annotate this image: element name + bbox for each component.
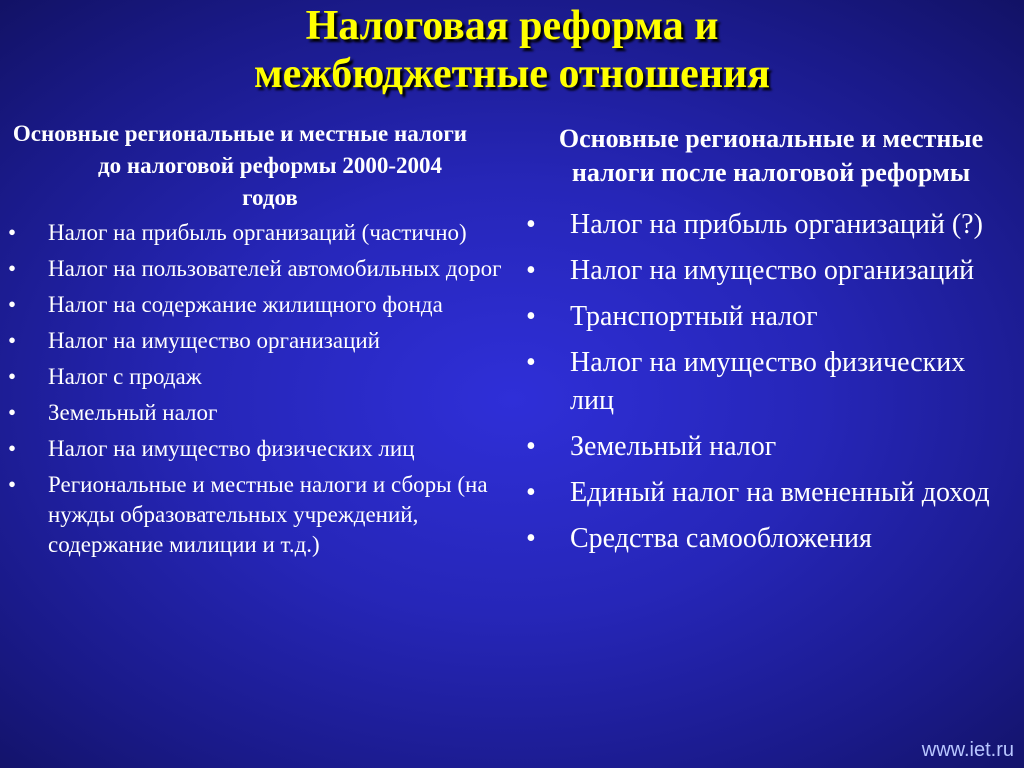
bullet-icon: • <box>526 301 536 332</box>
list-item <box>8 218 508 248</box>
list-item-text: Средства самообложения <box>570 523 872 554</box>
list-item-text: Налог с продаж <box>48 364 202 389</box>
right-tax-list <box>526 206 1016 558</box>
slide-title-line-1: Налоговая реформа и <box>305 3 719 49</box>
left-column <box>8 118 508 566</box>
list-item <box>526 252 1016 290</box>
bullet-icon: • <box>8 292 17 317</box>
slide-title-line-2: межбюджетные отношения <box>254 51 770 97</box>
list-item <box>8 398 508 428</box>
right-column <box>526 122 1016 566</box>
list-item-text: Транспортный налог <box>570 301 818 332</box>
bullet-icon: • <box>8 328 17 353</box>
list-item <box>8 470 508 560</box>
bullet-icon: • <box>8 364 17 389</box>
list-item-text: Налог на имущество физических лиц <box>570 347 966 416</box>
bullet-icon: • <box>8 220 17 245</box>
left-column-heading: Основные региональные и местные налоги до налоговой реформы 2000-2004 годов <box>12 121 468 210</box>
list-item-text: Налог на имущество организаций <box>570 255 975 286</box>
list-item <box>8 254 508 284</box>
list-item <box>8 434 508 464</box>
list-item-text: Налог на прибыль организаций (частично) <box>48 220 467 245</box>
list-item <box>8 362 508 392</box>
bullet-icon: • <box>8 400 17 425</box>
right-column-heading: Основные региональные и местные налоги после налоговой реформы <box>558 124 984 187</box>
list-item <box>8 326 508 356</box>
list-item-text: Налог на прибыль организаций (?) <box>570 209 983 240</box>
list-item <box>526 428 1016 466</box>
bullet-icon: • <box>526 431 536 462</box>
list-item <box>526 474 1016 512</box>
list-item-text: Земельный налог <box>570 431 777 462</box>
list-item-text: Налог на имущество физических лиц <box>48 436 415 461</box>
list-item <box>526 520 1016 558</box>
bullet-icon: • <box>8 256 17 281</box>
list-item <box>526 344 1016 420</box>
list-item-text: Региональные и местные налоги и сборы (на нужды образовательных учреждений, содержание милиции и т.д.) <box>48 472 488 557</box>
bullet-icon: • <box>526 255 536 286</box>
list-item-text: Налог на содержание жилищного фонда <box>48 292 443 317</box>
bullet-icon: • <box>8 472 17 497</box>
list-item-text: Налог на пользователей автомобильных дорог <box>48 256 502 281</box>
left-tax-list <box>8 218 508 560</box>
bullet-icon: • <box>526 477 536 508</box>
footer-url[interactable]: www.iet.ru <box>921 739 1014 761</box>
bullet-icon: • <box>526 347 536 378</box>
list-item <box>526 298 1016 336</box>
bullet-icon: • <box>8 436 17 461</box>
slide-title <box>0 2 1024 98</box>
list-item <box>526 206 1016 244</box>
bullet-icon: • <box>526 209 536 240</box>
bullet-icon: • <box>526 523 536 554</box>
list-item-text: Налог на имущество организаций <box>48 328 380 353</box>
list-item <box>8 290 508 320</box>
list-item-text: Единый налог на вмененный доход <box>570 477 990 508</box>
list-item-text: Земельный налог <box>48 400 218 425</box>
